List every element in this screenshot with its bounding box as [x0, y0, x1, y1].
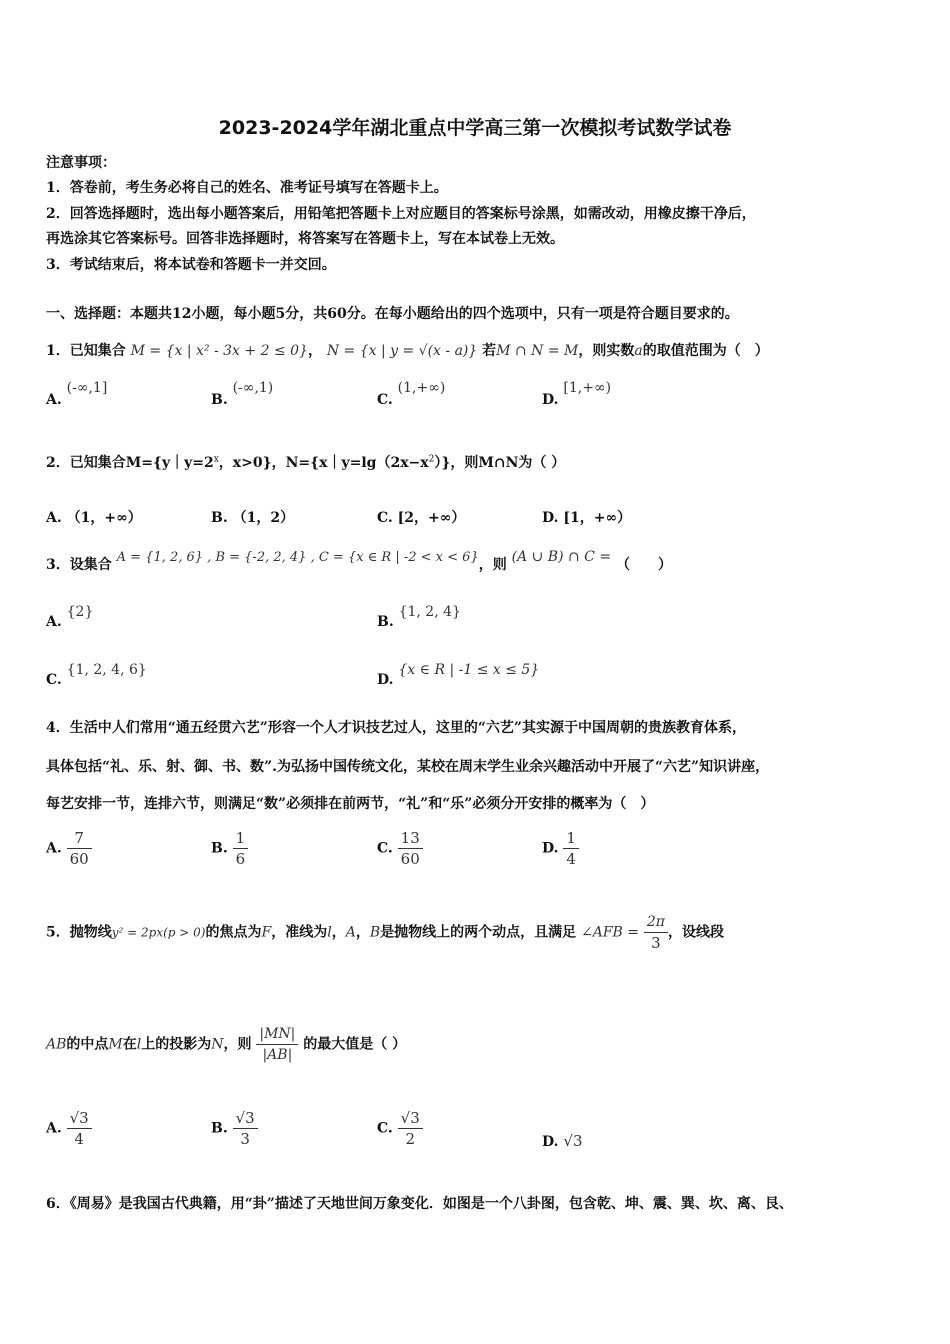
question-5-line-1: 5．抛物线y² = 2px(p > 0)的焦点为F，准线为l，A，B是抛物线上的两个动点，且满足 ∠AFB = $\frac{2\pi}{3}$ ，设线段 [46, 914, 724, 952]
q1-option-a[interactable]: A. (-∞,1] [46, 380, 108, 408]
section-heading: 一、选择题：本题共12小题，每小题5分，共60分。在每小题给出的四个选项中，只有一项是符合题目要求的。 [46, 306, 739, 322]
q3-option-c[interactable]: C. {1, 2, 4, 6} [46, 662, 147, 688]
q1-option-d[interactable]: D. [1,+∞) [542, 380, 612, 408]
notice-item-3: 3．考试结束后，将本试卷和答题卡一并交回。 [46, 257, 336, 273]
notice-item-2-cont: 再选涂其它答案标号。回答非选择题时，将答案写在答题卡上，写在本试卷上无效。 [46, 231, 564, 247]
q4-option-b[interactable]: B. $\frac{1}{6}$ [211, 828, 248, 869]
notice-heading: 注意事项： [46, 155, 116, 171]
set-n: N = {x | y = √(x - a)} [326, 343, 478, 359]
q2-option-c[interactable]: C. [2，+∞） [377, 510, 466, 526]
question-3: 3．设集合 A = {1, 2, 6} , B = {-2, 2, 4} , C = {x ∈ R | -2 < x < 6}，则 (A ∪ B) ∩ C = （ ） [46, 549, 672, 573]
q2-option-b[interactable]: B. （1，2） [211, 510, 295, 526]
question-5-line-2: AB的中点M在l上的投影为N，则 $\frac{|MN|}{|AB|}$ 的最大值是（ ） [46, 1026, 407, 1063]
set-m: M = {x | x² - 3x + 2 ≤ 0} [130, 343, 308, 359]
q5-option-d[interactable]: D. √3 [542, 1132, 583, 1150]
q2-option-a[interactable]: A. （1，+∞） [46, 510, 142, 526]
q3-option-b[interactable]: B. {1, 2, 4} [377, 604, 461, 630]
question-6: 6．《周易》是我国古代典籍，用“卦”描述了天地世间万象变化．如图是一个八卦图，包含乾、坤、震、巽、坎、离、艮、 [46, 1196, 793, 1212]
question-4-line-3: 每艺安排一节，连排六节，则满足“数”必须排在前两节，“礼”和“乐”必须分开安排的概率为（ ） [46, 796, 655, 812]
question-2: 2．已知集合$M=\{y|y=2^x$，x>0}，$N=\{x|y=\lg(2x-x^2)\}$，则M∩N为（ ） [46, 454, 566, 471]
question-4-line-1: 4．生活中人们常用“通五经贯六艺”形容一个人才识技艺过人，这里的“六艺”其实源于中国周朝的贵族教育体系， [46, 720, 746, 736]
question-1: 1．已知集合 M = {x | x² - 3x + 2 ≤ 0}， N = {x | y = √(x - a)} 若M ∩ N = M，则实数a的取值范围为（ ） [46, 343, 769, 359]
q2-option-d[interactable]: D. [1，+∞） [542, 510, 632, 526]
notice-item-1: 1．答卷前，考生务必将自己的姓名、准考证号填写在答题卡上。 [46, 180, 448, 196]
q5-option-a[interactable]: A. $\frac{√3}{4}$ [46, 1108, 92, 1149]
q5-option-b[interactable]: B. $\frac{√3}{3}$ [211, 1108, 258, 1149]
q4-option-d[interactable]: D. $\frac{1}{4}$ [542, 828, 579, 869]
q1-option-b[interactable]: B. (-∞,1) [211, 380, 274, 408]
notice-item-2: 2．回答选择题时，选出每小题答案后，用铅笔把答题卡上对应题目的答案标号涂黑，如需改动，用橡皮擦干净后， [46, 206, 756, 222]
q4-option-c[interactable]: C. $\frac{13}{60}$ [377, 828, 423, 869]
q5-option-c[interactable]: C. $\frac{√3}{2}$ [377, 1108, 423, 1149]
q3-option-a[interactable]: A. {2} [46, 604, 94, 630]
q1-option-c[interactable]: C. (1,+∞) [377, 380, 446, 408]
exam-title: 2023-2024学年湖北重点中学高三第一次模拟考试数学试卷 [218, 117, 732, 139]
q4-option-a[interactable]: A. $\frac{7}{60}$ [46, 828, 92, 869]
q3-option-d[interactable]: D. {x ∈ R | -1 ≤ x ≤ 5} [377, 662, 540, 688]
question-4-line-2: 具体包括“礼、乐、射、御、书、数”.为弘扬中国传统文化，某校在周末学生业余兴趣活动中开展了“六艺”知识讲座， [46, 759, 770, 775]
